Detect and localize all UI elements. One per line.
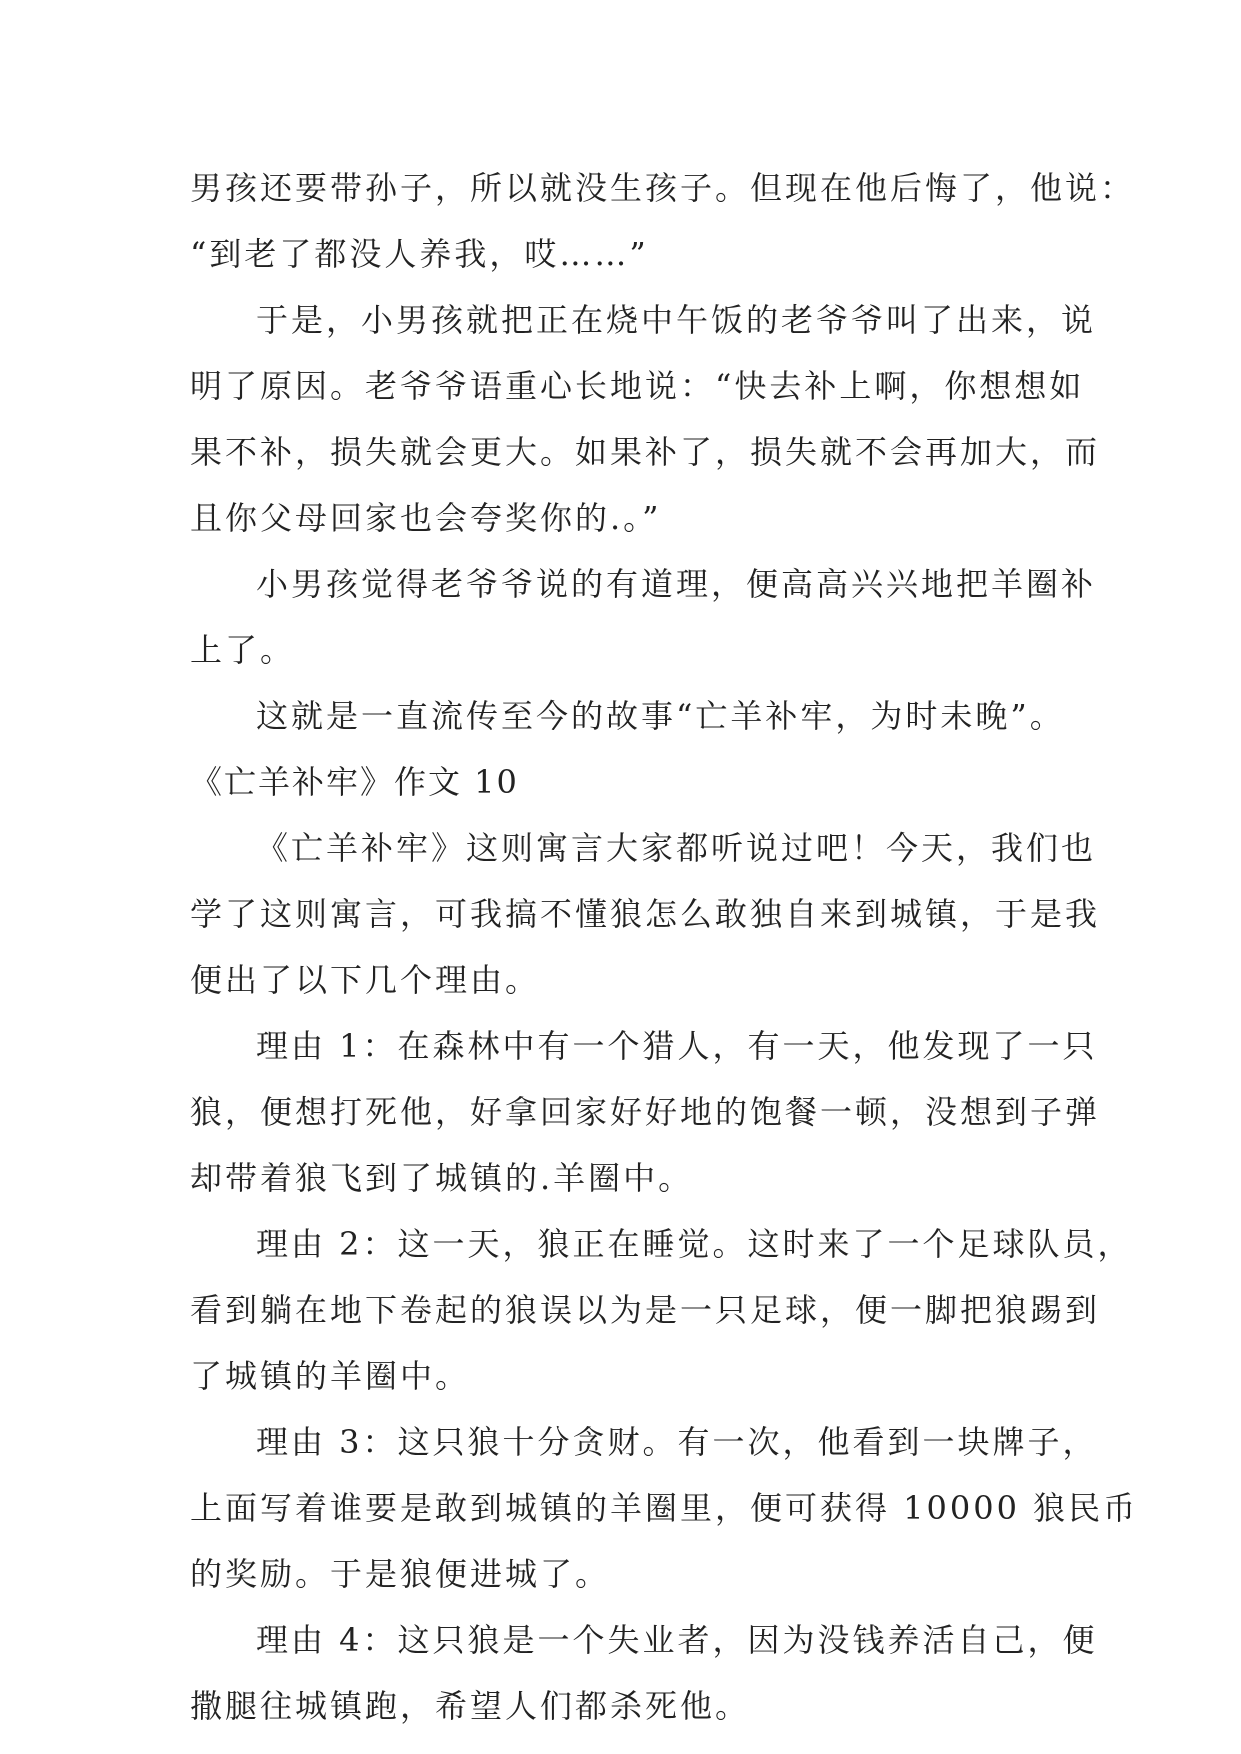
text-line: 却带着狼飞到了城镇的.羊圈中。	[190, 1159, 694, 1197]
text-line: 了城镇的羊圈中。	[190, 1357, 471, 1395]
text-line: “到老了都没人养我，哎……”	[190, 235, 649, 273]
text-line: 明了原因。老爷爷语重心长地说：“快去补上啊，你想想如	[190, 367, 1085, 405]
document-body	[190, 155, 1139, 1739]
text-line: 狼，便想打死他，好拿回家好好地的饱餐一顿，没想到子弹	[190, 1093, 1101, 1131]
paragraph-start: 小男孩觉得老爷爷说的有道理，便高高兴兴地把羊圈补	[256, 565, 1097, 603]
text-line: 上了。	[190, 631, 296, 669]
text-line: 的奖励。于是狼便进城了。	[190, 1555, 611, 1593]
paragraph-start: 理由 4：这只狼是一个失业者，因为没钱养活自己，便	[256, 1621, 1098, 1659]
paragraph-start: 理由 3：这只狼十分贪财。有一次，他看到一块牌子，	[256, 1423, 1098, 1461]
paragraph-start: 理由 1：在森林中有一个猎人，有一天，他发现了一只	[256, 1027, 1098, 1065]
section-title: 《亡羊补牢》作文 10	[190, 763, 519, 801]
text-line: 看到躺在地下卷起的狼误以为是一只足球，便一脚把狼踢到	[190, 1291, 1101, 1329]
paragraph-start: 《亡羊补牢》这则寓言大家都听说过吧！今天，我们也	[256, 829, 1097, 867]
paragraph-start: 理由 2：这一天，狼正在睡觉。这时来了一个足球队员，	[256, 1225, 1133, 1263]
text-line: 果不补，损失就会更大。如果补了，损失就不会再加大，而	[190, 433, 1101, 471]
text-line: 且你父母回家也会夸奖你的.。”	[190, 499, 662, 537]
text-line: 男孩还要带孙子，所以就没生孩子。但现在他后悔了，他说：	[190, 169, 1136, 207]
text-line: 撒腿往城镇跑，希望人们都杀死他。	[190, 1687, 751, 1725]
text-line: 学了这则寓言，可我搞不懂狼怎么敢独自来到城镇，于是我	[190, 895, 1101, 933]
text-line: 上面写着谁要是敢到城镇的羊圈里，便可获得 10000 狼民币	[190, 1489, 1139, 1527]
paragraph-start: 于是，小男孩就把正在烧中午饭的老爷爷叫了出来，说	[256, 301, 1097, 339]
paragraph-start: 这就是一直流传至今的故事“亡羊补牢，为时未晚”。	[256, 697, 1065, 735]
text-line: 便出了以下几个理由。	[190, 961, 541, 999]
